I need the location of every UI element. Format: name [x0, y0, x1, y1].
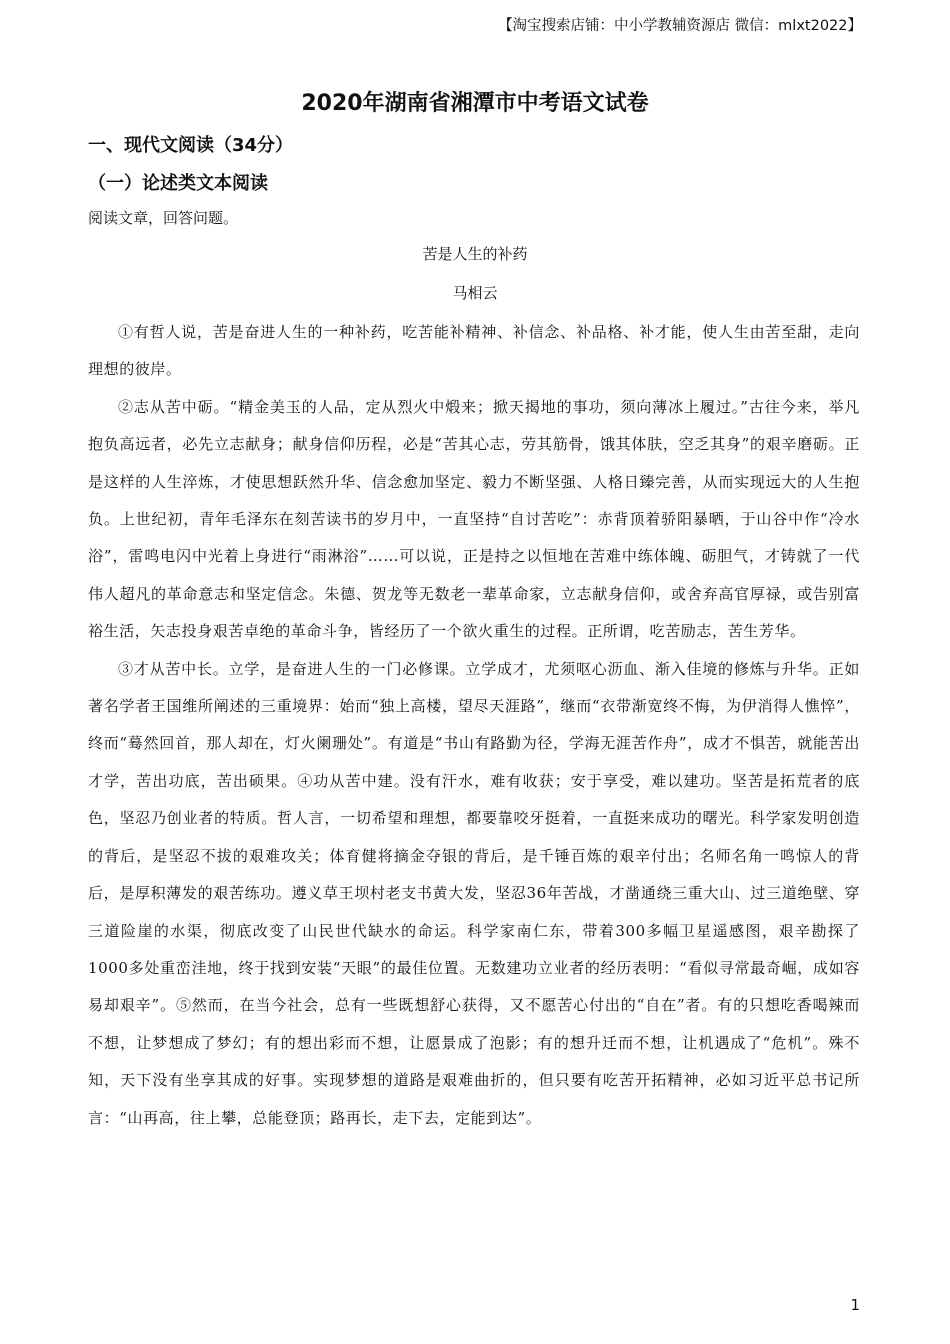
subsection-heading-argumentative: （一）论述类文本阅读 [88, 173, 268, 194]
article-paragraph-2: ②志从苦中砺。“精金美玉的人品，定从烈火中煅来；掀天揭地的事功，须向薄冰上履过。”古往今来，举凡抱负高远者，必先立志献身；献身信仰历程，必是“苦其心志，劳其筋骨，饿其体肤，空乏其身”的艰辛磨砺。正是这样的人生淬炼，才使思想跃然升华、信念愈加坚定、毅力不断坚强、人格日臻完善，从而实现远大的人生抱负。上世纪初，青年毛泽东在刻苦读书的岁月中，一直坚持“自讨苦吃”：赤背顶着骄阳暴晒，于山谷中作“冷水浴”，雷鸣电闪中光着上身进行“雨淋浴”……可以说，正是持之以恒地在苦难中练体魄、砺胆气，才铸就了一代伟人超凡的革命意志和坚定信念。朱德、贺龙等无数老一辈革命家，立志献身信仰，或舍弃高官厚禄，或告别富裕生活，矢志投身艰苦卓绝的革命斗争，皆经历了一个欲火重生的过程。正所谓，吃苦励志，苦生芳华。 [88, 397, 860, 641]
article-paragraph-1: ①有哲人说，苦是奋进人生的一种补药，吃苦能补精神、补信念、补品格、补才能，使人生由苦至甜，走向理想的彼岸。 [88, 323, 860, 379]
reading-instruction: 阅读文章，回答问题。 [88, 209, 239, 227]
article-body [88, 314, 860, 1137]
article-title: 苦是人生的补药 [422, 245, 528, 263]
article-author: 马相云 [452, 284, 498, 302]
article-paragraph-3: ③才从苦中长。立学，是奋进人生的一门必修课。立学成才，尤须呕心沥血、渐入佳境的修炼与升华。正如著名学者王国维所阐述的三重境界：始而“独上高楼，望尽天涯路”，继而“衣带渐宽终不悔，为伊消得人憔悴”，终而“蓦然回首，那人却在，灯火阑珊处”。有道是“书山有路勤为径，学海无涯苦作舟”，成才不惧苦，就能苦出才学，苦出功底，苦出硕果。④功从苦中建。没有汗水，难有收获；安于享受，难以建功。坚苦是拓荒者的底色，坚忍乃创业者的特质。哲人言，一切希望和理想，都要靠咬牙挺着，一直挺来成功的曙光。科学家发明创造的背后，是坚忍不拔的艰难攻关；体育健将摘金夺银的背后，是千锤百炼的艰辛付出；名师名角一鸣惊人的背后，是厚积薄发的艰苦练功。遵义草王坝村老支书黄大发，坚忍36年苦战，才凿通绕三重大山、过三道绝壁、穿三道险崖的水渠，彻底改变了山民世代缺水的命运。科学家南仁东，带着300多幅卫星遥感图，艰辛勘探了1000多处重峦洼地，终于找到安装“天眼”的最佳位置。无数建功立业者的经历表明：“看似寻常最奇崛，成如容易却艰辛”。⑤然而，在当今社会，总有一些既想舒心获得，又不愿苦心付出的“自在”者。有的只想吃香喝辣而不想，让梦想成了梦幻；有的想出彩而不想，让愿景成了泡影；有的想升迁而不想，让机遇成了“危机”。殊不知，天下没有坐享其成的好事。实现梦想的道路是艰难曲折的，但只要有吃苦开拓精神，必如习近平总书记所言：“山再高，往上攀，总能登顶；路再长，走下去，定能到达”。 [88, 659, 860, 1127]
page-number: 1 [850, 1296, 860, 1314]
section-heading-modern-reading: 一、现代文阅读（34分） [88, 135, 294, 156]
header-watermark-note: 【淘宝搜索店铺：中小学教辅资源店 微信：mlxt2022】 [498, 18, 862, 34]
exam-title: 2020年湖南省湘潭市中考语文试卷 [301, 91, 649, 116]
